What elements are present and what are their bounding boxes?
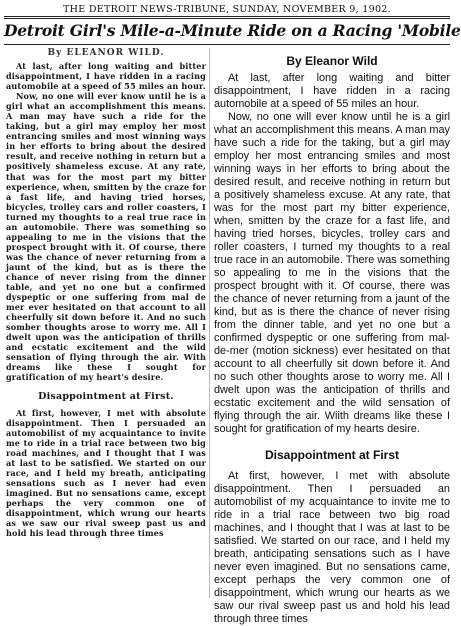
scanned-column [6, 48, 206, 598]
scan-byline: By ELEANOR WILD. [47, 48, 165, 58]
masthead-rule-top [4, 16, 450, 17]
scan-paragraph-1: At last, after long waiting and bitter disappointment, I have ridden in a racing automobile at a speed of 55 miles an hour. [6, 61, 206, 92]
headline-rule [4, 44, 450, 45]
masthead: THE DETROIT NEWS-TRIBUNE, SUNDAY, NOVEMBER 9, 1902. [63, 3, 391, 15]
scan-paragraph-2: Now, no one will ever know until he is a girl what an accomplishment this means. A man may have such a ride for the taking, but a girl may employ her most entrancing smiles and most winning ways in her efforts to bring about the desired result, and receive nothing in return but a positively shameless excuse. At any rate, that was for the most part my bitter experience, when, smitten by the craze for a fast life, and having tried horses, bicycles, trolley cars and roller coasters, I turned my thoughts to a real true race in an automobile. There was something so appealing to me in the visions that the prospect brought with it. Of course, there was the chance of never returning from a jaunt of the kind, but as is there the chance of never rising from the dinner table, and yet no one but a confirmed dyspeptic or one suffering from mal de mer ever hesitated on that account to all cheerfully sit down before it. And no such somber thoughts arose to worry me. All I dwelt upon was the anticipation of thrills and ecstatic excitement and the wild sensation of flying through the air. With dreams like these I sought for gratification of my heart's desire. [6, 91, 206, 383]
trans-paragraph-2: Now, no one will ever know until he is a girl what an accomplishment this means. A man may have such a ride for the taking, but a girl may employ her most entrancing smiles and most winning ways in her efforts to bring about the desired result, and receive nothing in return but a positively shameless excuse. At any rate, that was for the most part my bitter experience, when, smitten by the craze for a fast life, and having tried horses, bicycles, trolley cars and roller coasters, I turned my thoughts to a real true race in an automobile. There was something so appealing to me in the visions that the prospect brought with it. Of course, there was the chance of never returning from a jaunt of the kind, but as is there the chance of never rising from the dinner table, and yet no one but a confirmed dyspeptic or one suffering from mal-de-mer (motion sickness) ever hesitated on that account to all cheerfully sit down before it. And no such other thoughts arose to worry me. All I dwelt upon was the anticipation of thrills and ecstatic excitement and the wild sensation of flying through the air. Wiith dreams like these I sought for gratification of my hearts desire. [214, 111, 450, 435]
trans-subhead: Disappointment at First [264, 448, 399, 462]
headline: Detroit Girl's Mile-a-Minute Ride on a Racing 'Mobile [4, 21, 461, 40]
scan-paragraph-3: At first, however, I met with absolute disappointment. Then I persuaded an automobilist of my acquaintance to invite me to ride in a trial race between two big road machines, and I thought that I was at last to be satisfied. We started on our race, and I held my breath, anticipating sensations such as I never had even imagined. But no sensations came, except perhaps the very common one of disappointment, which wrung our hearts as we saw our rival sweep past us and hold his lead through three times [6, 407, 206, 539]
transcription-column [214, 48, 450, 625]
trans-paragraph-1: At last, after long waiting and bitter disappointment, I have ridden in a racing automobile at a speed of 55 miles an hour. [214, 72, 450, 110]
trans-byline: By Eleanor Wild [286, 54, 378, 68]
masthead-rule-bottom [4, 18, 450, 19]
scan-subhead: Disappointment at First. [38, 390, 174, 402]
trans-paragraph-3: At first, however, I met with absolute disappointment. Then I persuaded an automobilist of my acquaintance to invite me to ride in a trial race between two big road machines, and I thought that I was at last to be satisfied. We started on our race, and I held my breath, anticipating sensations such as I have never even imagined. But no sensations came, except perhaps the very common one of disappointment, which wrung our hearts as we saw our rival sweep past us and hold his lead through three times [214, 470, 450, 625]
column-divider [209, 48, 210, 598]
